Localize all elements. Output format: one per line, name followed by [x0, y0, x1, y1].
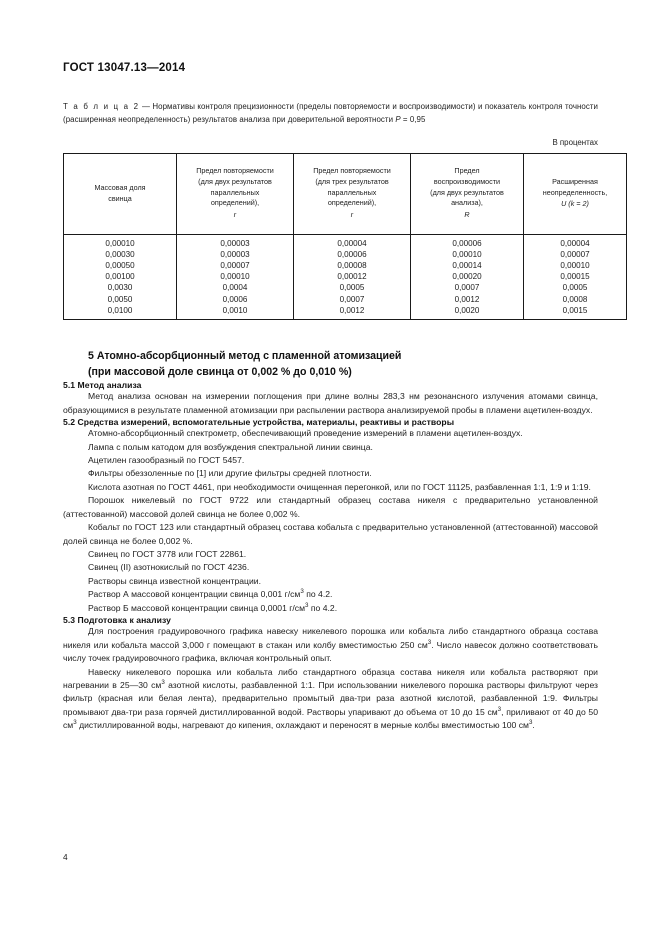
para-exponent: 3 [161, 679, 165, 687]
table-cell: 0,00007 [524, 249, 627, 260]
para-text: . Число навесок должно соответствовать числу точек градуировочного графика, включая контрольный опыт. [63, 639, 598, 664]
table-cell: 0,0100 [64, 305, 177, 320]
table-row [64, 305, 627, 320]
para-text: , приливают от 40 до 50 см [63, 706, 598, 731]
section-5-2-paragraph: Кислота азотная по ГОСТ 4461, при необходимости очищенная перегонкой, или по ГОСТ 11125, разбавленная 1:1, 1:9 и 1:19. [88, 481, 591, 492]
table-row [64, 282, 627, 293]
table-cell: 0,0030 [64, 282, 177, 293]
table-cell: 0,00010 [64, 234, 177, 249]
table-caption-symbol: P [395, 114, 401, 124]
header-line: (для двух результатов [430, 187, 504, 197]
para-text: азотной кислоты, разбавленной 1:1. При использовании никелевого порошка растворы фильтруют через фильтр (красная или белая лента), предварительно промытый два-три раза азотной кислотой, разбавленной 1:9. Фильтры промывают два-три раза горячей дистиллированной водой. Растворы упаривают до объема от 10 до 15 см [63, 679, 599, 717]
table-caption-text: Нормативы контроля прецизионности (пределы повторяемости и воспроизводимости) и показатель контроля точности (расширенная неопределенность) результатов анализа при доверительной вероятности [63, 102, 599, 124]
section-5-2-paragraph: Фильтры обеззоленные по [1] или другие фильтры средней плотности. [88, 468, 372, 479]
table-cell: 0,00050 [64, 260, 177, 271]
header-line: свинца [108, 193, 132, 203]
section-5-3-paragraph-2 [63, 666, 598, 733]
table-cell: 0,0007 [294, 294, 411, 305]
header-symbol: R [464, 210, 470, 220]
header-line: определений), [327, 198, 377, 208]
table-cell: 0,00006 [294, 249, 411, 260]
table-cell: 0,0010 [177, 305, 294, 320]
header-line: воспроизводимости [433, 176, 501, 186]
header-line: Предел [454, 166, 480, 176]
para-exponent: 3 [73, 719, 77, 727]
table-cell: 0,0005 [524, 282, 627, 293]
para-text: Для построения градуировочного графика навеску никелевого порошка или кобальта либо стандартного образца состава никеля или кобальта массой 3,000 г помещают в стакан или колбу вместимостью 250 см [63, 626, 598, 650]
table-cell: 0,00010 [524, 260, 627, 271]
section-5-2-solution-a [63, 588, 598, 601]
table-cell: 0,00020 [411, 271, 524, 282]
table-cell: 0,00007 [177, 260, 294, 271]
section-5-2-paragraph: Ацетилен газообразный по ГОСТ 5457. [88, 454, 245, 465]
section-5-3-paragraph-1 [63, 625, 598, 665]
table-cell: 0,00010 [411, 249, 524, 260]
table-cell: 0,0004 [177, 282, 294, 293]
section-5-title-line1: 5 Атомно-абсорбционный метод с пламенной атомизацией [88, 350, 402, 363]
header-line: Предел повторяемости [313, 166, 391, 176]
table-header-cell [411, 153, 524, 234]
solution-b-exponent: 3 [305, 601, 309, 609]
table-cell: 0,0007 [411, 282, 524, 293]
table-cell: 0,00004 [524, 234, 627, 249]
header-line: (для двух результатов [198, 176, 272, 186]
table-cell: 0,0006 [177, 294, 294, 305]
table-caption-value: = 0,95 [400, 114, 426, 124]
header-line: определений), [210, 198, 260, 208]
table-row [64, 234, 627, 249]
para-text: Навеску никелевого порошка или кобальта либо стандартного образца состава никеля или кобальта растворяют при нагревании в 25—30 см [63, 666, 598, 690]
header-line: анализа), [451, 198, 483, 208]
header-line: Расширенная [552, 176, 598, 186]
page-content [63, 0, 608, 733]
para-exponent: 3 [528, 719, 533, 727]
table-header-cell [177, 153, 294, 234]
table-cell: 0,00004 [294, 234, 411, 249]
table-row [64, 271, 627, 282]
table-header-row [64, 153, 627, 234]
header-line: (для трех результатов [315, 176, 389, 186]
section-5-2-paragraph: Свинец по ГОСТ 3778 или ГОСТ 22861. [88, 549, 247, 560]
running-head: ГОСТ 13047.13—2014 [63, 62, 186, 74]
header-line: параллельных [210, 187, 260, 197]
section-5-2-paragraph: Кобальт по ГОСТ 123 или стандартный образец состава кобальта с предварительно установленной (аттестованной) массовой долей свинца не более 0,002 %. [63, 522, 598, 546]
table-cell: 0,00010 [177, 271, 294, 282]
table-header-cell [524, 153, 627, 234]
section-5-3-heading: 5.3 Подготовка к анализу [63, 615, 171, 626]
table-row [64, 249, 627, 260]
para-exponent: 3 [427, 638, 432, 646]
section-5-2-paragraph: Порошок никелевый по ГОСТ 9722 или стандартный образец состава никеля с предварительно установленной (аттестованной) массовой долей свинца не более 0,002 %. [63, 495, 598, 519]
header-line: Предел повторяемости [196, 166, 274, 176]
table-header-cell [294, 153, 411, 234]
table-cell: 0,00100 [64, 271, 177, 282]
solution-b-ref: по 4.2. [308, 602, 338, 613]
table-cell: 0,0008 [524, 294, 627, 305]
table-cell: 0,00006 [411, 234, 524, 249]
table-caption-dash: — [139, 102, 153, 111]
section-5-2-solution-b [63, 602, 598, 615]
table-head [64, 153, 627, 234]
para-text: дистиллированной воды, нагревают до кипения, охлаждают и переносят в мерные колбы вместимостью 100 см [76, 720, 529, 731]
section-5-title [88, 348, 598, 380]
table-cell: 0,0020 [411, 305, 524, 320]
para-text: . [532, 720, 535, 731]
solution-a-text: Раствор А массовой концентрации свинца 0,001 г/см [88, 589, 301, 600]
table-header-cell [64, 153, 177, 234]
section-5-title-line2: (при массовой доле свинца от 0,002 % до 0,010 %) [88, 366, 352, 379]
header-line: параллельных [327, 187, 377, 197]
table-units-note: В процентах [552, 137, 598, 147]
table-caption [63, 101, 598, 127]
header-line: Массовая доля [94, 182, 146, 192]
para-exponent: 3 [497, 705, 502, 713]
solution-b-text: Раствор Б массовой концентрации свинца 0,0001 г/см [88, 602, 306, 613]
table-caption-label: Т а б л и ц а 2 [63, 102, 140, 111]
header-symbol: U (k = 2) [561, 199, 589, 209]
table-row [64, 294, 627, 305]
section-5-2-paragraph: Свинец (II) азотнокислый по ГОСТ 4236. [88, 562, 250, 573]
table-cell: 0,00012 [294, 271, 411, 282]
table-cell: 0,00015 [524, 271, 627, 282]
table-cell: 0,0012 [294, 305, 411, 320]
section-5-1-heading: 5.1 Метод анализа [63, 380, 142, 391]
table-cell: 0,0005 [294, 282, 411, 293]
page-number: 4 [63, 852, 68, 862]
section-5-1-paragraph: Метод анализа основан на измерении поглощения при длине волны 283,3 нм резонансного излучения атомами свинца, образующимися в результате пламенной атомизации при распылении раствора анализируемой пробы в пламени ацетилен-воздух. [63, 391, 598, 415]
section-5-2-paragraph: Лампа с полым катодом для возбуждения спектральной линии свинца. [88, 441, 373, 452]
section-5-2-paragraph: Растворы свинца известной концентрации. [88, 575, 262, 586]
table-cell: 0,00003 [177, 249, 294, 260]
table-cell: 0,00008 [294, 260, 411, 271]
header-line: неопределенность, [542, 187, 608, 197]
section-5-2-heading: 5.2 Средства измерений, вспомогательные устройства, материалы, реактивы и растворы [63, 417, 455, 428]
table-row [64, 260, 627, 271]
table-cell: 0,00030 [64, 249, 177, 260]
table-cell: 0,00014 [411, 260, 524, 271]
solution-a-ref: по 4.2. [303, 589, 333, 600]
table-cell: 0,0012 [411, 294, 524, 305]
table-body [64, 234, 627, 319]
table-cell: 0,00003 [177, 234, 294, 249]
header-symbol: r [350, 210, 354, 220]
solution-a-exponent: 3 [300, 588, 304, 596]
table-cell: 0,0050 [64, 294, 177, 305]
section-5-2-paragraph: Атомно-абсорбционный спектрометр, обеспечивающий проведение измерений в пламени ацетилен-воздух. [88, 428, 523, 439]
table-cell: 0,0015 [524, 305, 627, 320]
header-symbol: r [233, 210, 237, 220]
precision-norms-table [63, 153, 627, 320]
